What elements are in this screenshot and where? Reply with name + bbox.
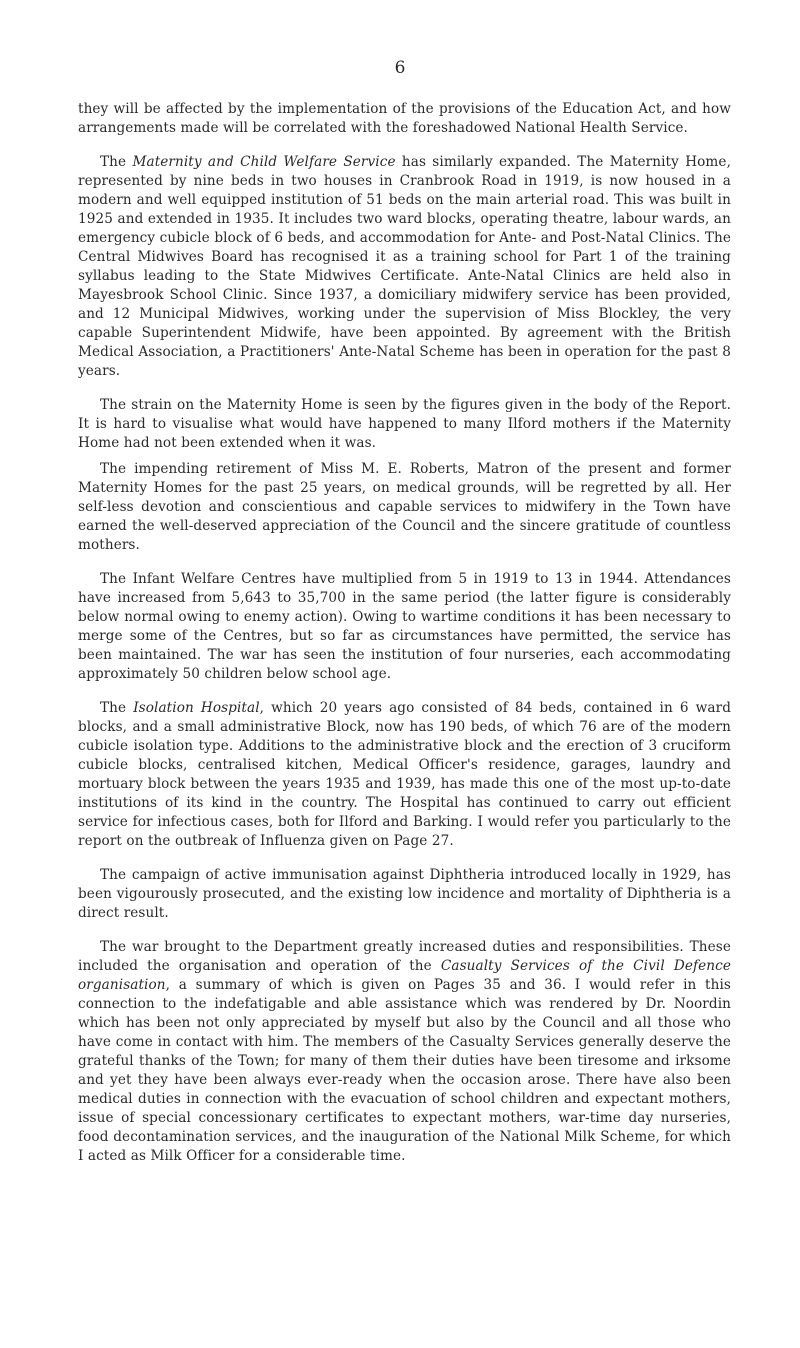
paragraph-maternity-strain: The strain on the Maternity Home is seen by the figures given in the body of the Report. It is hard to visualise what would have happened to many Ilford mothers if the Maternity Home had not been extended when it was. xyxy=(78,397,731,451)
section-heading-casualty: Casualty Services of the Civil Defence organisation xyxy=(78,958,731,993)
text-run: The xyxy=(100,154,133,170)
paragraph-diphtheria: The campaign of active immunisation against Diphtheria introduced locally in 1929, has been vigourously prosecuted, and the existing low incidence and mortality of Diphtheria is a direct result. xyxy=(78,867,731,921)
section-heading-isolation: Isolation Hospital xyxy=(133,700,260,716)
paragraph-education-act: they will be affected by the implementation of the provisions of the Education Act, and how arrangements made will be correlated with the foreshadowed National Health Service. xyxy=(78,101,731,136)
paragraph-matron-retirement: The impending retirement of Miss M. E. Roberts, Matron of the present and former Maternity Homes for the past 25 years, on medical grounds, will be regretted by all. Her self-less devotion and conscientious and capable services to midwifery in the Town have earned the well-deserved appreciation of the Council and the sincere gratitude of countless mothers. xyxy=(78,461,731,553)
paragraph-war-duties xyxy=(78,938,731,1166)
document-body xyxy=(78,100,731,1166)
text-run: , a summary of which is given on Pages 35 and 36. I would refer in this connection to the indefatigable and able assistance which was rendered by Dr. Noordin which has been not only appreciated by myself but also by the Council and all those who have come in contact with him. The members of the Casualty Services generally deserve the grateful thanks of the Town; for many of them their duties have been tiresome and irksome and yet they have been always ever-ready when the occasion arose. There have also been medical duties in connection with the evacuation of school children and expectant mothers, issue of special concessionary certificates to expectant mothers, war-time day nurseries, food decontamination services, and the inauguration of the National Milk Scheme, for which I acted as Milk Officer for a considerable time. xyxy=(78,977,731,1164)
text-run: has similarly expanded. The Maternity Home, represented by nine beds in two houses in Cranbrook Road in 1919, is now housed in a modern and well equipped institution of 51 beds on the main arterial road. This was built in 1925 and extended in 1935. It includes two ward blocks, operating theatre, labour wards, an emergency cubicle block of 6 beds, and accommodation for Ante- and Post-Natal Clinics. The Central Midwives Board has recognised it as a training school for Part 1 of the training syllabus leading to the State Midwives Certificate. Ante-Natal Clinics are held also in Mayesbrook School Clinic. Since 1937, a domiciliary midwifery service has been provided, and 12 Municipal Midwives, working under the supervision of Miss Blockley, the very capable Superintendent Midwife, have been appointed. By agreement with the British Medical Association, a Practitioners' Ante-Natal Scheme has been in operation for the past 8 years. xyxy=(78,154,731,379)
page-number: 6 xyxy=(394,58,406,78)
paragraph-isolation-hospital xyxy=(78,699,731,851)
paragraph-maternity-service xyxy=(78,153,731,381)
text-run: The xyxy=(100,700,134,716)
text-run: , which 20 years ago consisted of 84 beds, contained in 6 ward blocks, and a small administrative Block, now has 190 beds, of which 76 are of the modern cubicle isolation type. Additions to the administrative block and the erection of 3 cruciform cubicle blocks, centralised kitchen, Medical Officer's residence, garages, laundry and mortuary block between the years 1935 and 1939, has made this one of the most up-to-date institutions of its kind in the country. The Hospital has continued to carry out efficient service for infectious cases, both for Ilford and Barking. I would refer you particularly to the report on the outbreak of Influenza given on Page 27. xyxy=(78,700,731,849)
section-heading-maternity: Maternity and Child Welfare Service xyxy=(132,154,396,170)
paragraph-infant-welfare: The Infant Welfare Centres have multiplied from 5 in 1919 to 13 in 1944. Attendances have increased from 5,643 to 35,700 in the same period (the latter figure is considerably below normal owing to enemy action). Owing to wartime conditions it has been necessary to merge some of the Centres, but so far as circumstances have permitted, the service has been maintained. The war has seen the institution of four nurseries, each accommodating approximately 50 children below school age. xyxy=(78,571,731,682)
text-run: The war brought to the Department greatly increased duties and responsibilities. These included the organisation and operation of the xyxy=(78,939,731,974)
